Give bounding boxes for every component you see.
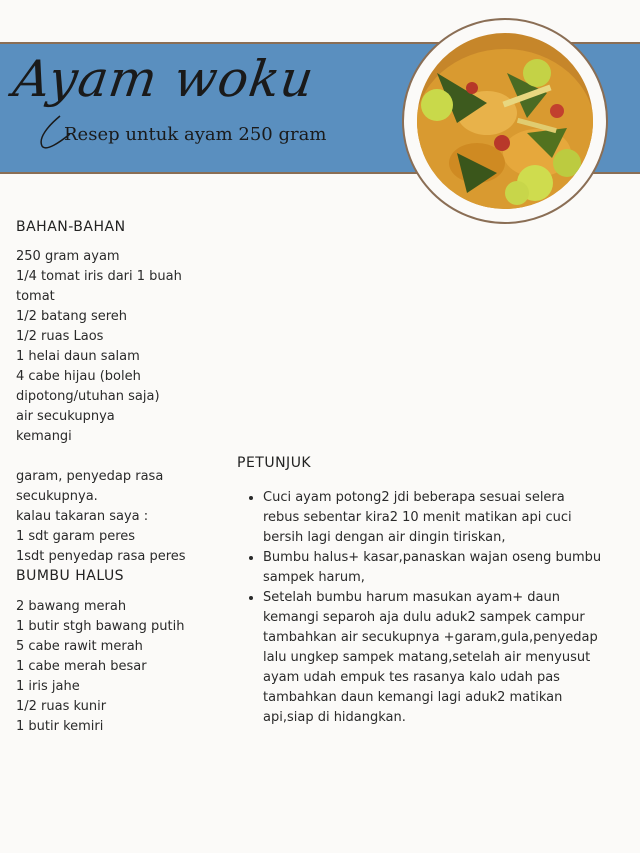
list-item: 1 sdt garam peres xyxy=(16,529,136,544)
list-item: 1/2 batang sereh xyxy=(16,309,128,324)
instruction-step: • Cuci ayam potong2 jdi beberapa sesuai selera rebus sebentar kira2 10 menit matikan api cuci bersih lagi dengan air dingin tiriskan, xyxy=(263,488,605,548)
list-item: 1 helai daun salam xyxy=(16,349,140,364)
list-item: air secukupnya xyxy=(16,409,115,424)
dish-photo-frame xyxy=(402,18,608,224)
instructions-list xyxy=(245,488,605,728)
list-item: 1 cabe merah besar xyxy=(16,659,147,674)
list-item: 1/2 ruas Laos xyxy=(16,329,104,344)
list-item: 4 cabe hijau (boleh xyxy=(16,369,141,384)
recipe-title: Ayam woku xyxy=(9,50,318,108)
list-item xyxy=(16,447,236,467)
list-item: kemangi xyxy=(16,429,72,444)
spice-paste-list xyxy=(16,597,236,737)
list-item: 1 butir kemiri xyxy=(16,719,104,734)
dish-photo xyxy=(417,33,593,209)
ingredients-list xyxy=(16,247,236,567)
list-item: 2 bawang merah xyxy=(16,599,127,614)
ingredients-heading: BAHAN-BAHAN xyxy=(16,219,126,235)
list-item: 5 cabe rawit merah xyxy=(16,639,143,654)
list-item: 250 gram ayam xyxy=(16,249,120,264)
list-item: kalau takaran saya : xyxy=(16,509,149,524)
list-item: garam, penyedap rasa xyxy=(16,469,164,484)
list-item: 1sdt penyedap rasa peres xyxy=(16,549,186,564)
instruction-step: • Setelah bumbu harum masukan ayam+ daun kemangi separoh aja dulu aduk2 sampek campur tambahkan air secukupnya +garam,gula,penyedap lalu ungkep sampek matang,setelah air menyusut ayam udah empuk tes rasanya kalo udah pas tambahkan daun kemangi lagi aduk2 matikan api,siap di hidangkan. xyxy=(263,588,605,728)
list-item: 1 butir stgh bawang putih xyxy=(16,619,185,634)
list-item: 1/2 ruas kunir xyxy=(16,699,107,714)
list-item: dipotong/utuhan saja) xyxy=(16,389,160,404)
recipe-subtitle: Resep untuk ayam 250 gram xyxy=(64,124,327,145)
list-item: tomat xyxy=(16,289,55,304)
instructions-heading: PETUNJUK xyxy=(237,455,312,471)
spice-paste-heading: BUMBU HALUS xyxy=(16,568,125,584)
list-item: 1 iris jahe xyxy=(16,679,80,694)
instruction-step: • Bumbu halus+ kasar,panaskan wajan oseng bumbu sampek harum, xyxy=(263,548,605,588)
list-item: 1/4 tomat iris dari 1 buah xyxy=(16,269,182,284)
list-item: secukupnya. xyxy=(16,489,98,504)
